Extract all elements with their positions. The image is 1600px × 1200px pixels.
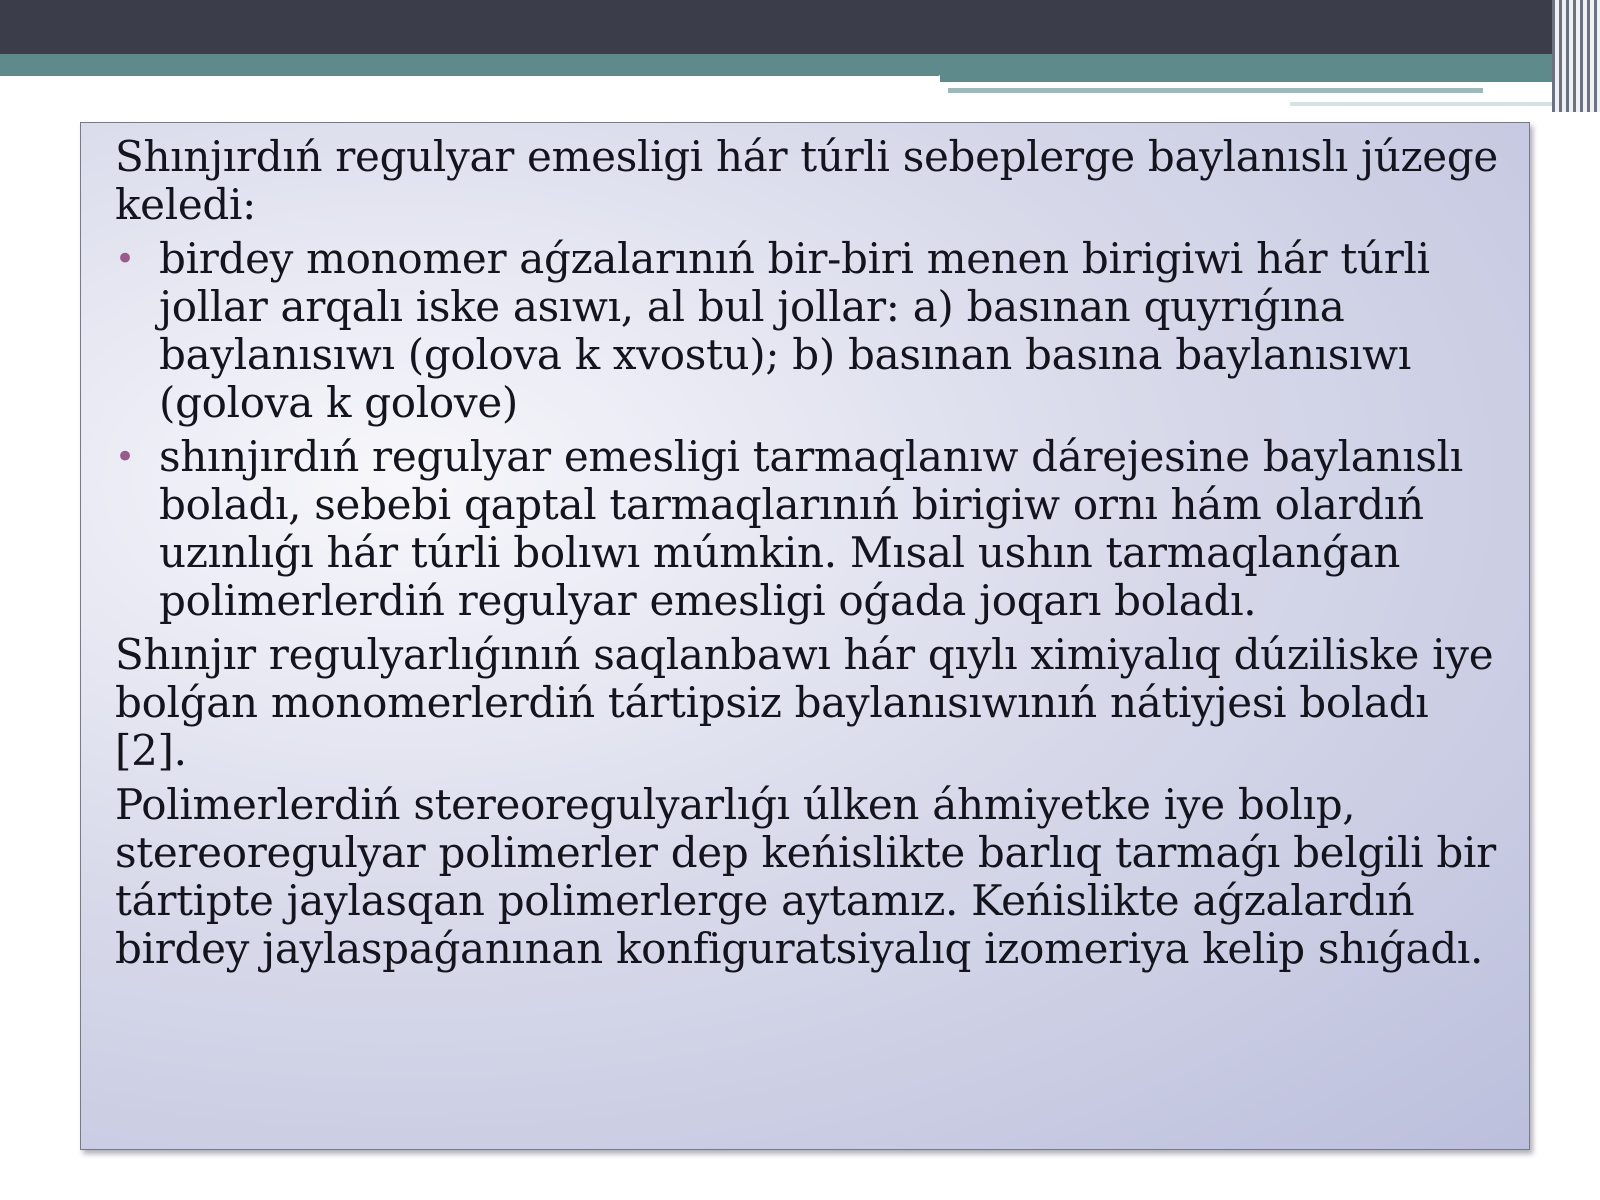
header-dark-bar: [0, 0, 1600, 54]
bullet-icon: •: [115, 437, 135, 477]
bullet-icon: •: [115, 239, 135, 279]
header-stripes-decoration: [1552, 0, 1600, 112]
paragraph-stereoregularity: Polimerlerdiń stereoregulyarlıǵı úlken áhmiyetke iye bolıp, stereoregulyar polimerler dep keńislikte barlıq tarmaǵı belgili bir tártipte jaylasqan polimerlerge aytamız. Keńislikte aǵzalardıń birdey jaylaspaǵanınan konfiguratsiyalıq izomeriya kelip shıǵadı.: [115, 780, 1496, 973]
bullet-item: [115, 235, 1507, 427]
bullet-text: birdey monomer aǵzalarınıń bir-biri menen birigiwi hár túrli jollar arqalı iske asıwı, al bul jollar: a) basınan quyrıǵına baylanısıwı (golova k xvostu); b) basınan basına baylanısıwı (golova k golove): [159, 234, 1430, 427]
header-accent-line-light: [1290, 102, 1560, 106]
paragraph-intro: Shınjırdıń regulyar emesligi hár túrli sebeplerge baylanıslı júzege keledi:: [115, 132, 1498, 229]
bullet-item: [115, 433, 1507, 625]
header-teal-bar: [0, 54, 940, 76]
paragraph-chain-regularity: Shınjır regulyarlıǵınıń saqlanbawı hár qıylı ximiyalıq dúziliske iye bolǵan monomerlerdiń tártipsiz baylanısıwınıń nátiyjesi boladı [2].: [115, 630, 1494, 775]
bullet-text: shınjırdıń regulyar emesligi tarmaqlanıw dárejesine baylanıslı boladı, sebebi qaptal tarmaqlarınıń birigiw ornı hám olardıń uzınlıǵı hár túrli bolıwı múmkin. Mısal ushın tarmaqlanǵan polimerlerdiń regulyar emesligi oǵada joqarı boladı.: [159, 432, 1463, 625]
header-accent-line: [948, 88, 1483, 93]
header-teal-bar-right: [940, 54, 1570, 82]
bullet-list: [115, 235, 1507, 625]
slide-content-box: [80, 122, 1530, 1150]
